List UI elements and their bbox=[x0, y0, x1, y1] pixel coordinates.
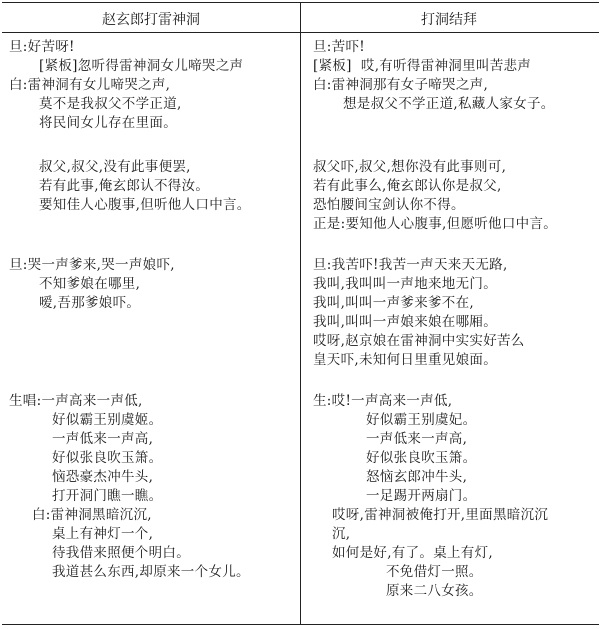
right-line: 正是:要知他人心腹事,但愿听他口中言。 bbox=[313, 216, 558, 232]
left-line: 打开洞门瞧一瞧。 bbox=[52, 488, 163, 504]
right-line: 不免借灯一照。 bbox=[386, 564, 483, 580]
right-line: 我叫,我叫叫一声地来地无门。 bbox=[313, 276, 497, 292]
left-line: 莫不是我叔父不学正道, bbox=[39, 96, 182, 112]
right-line: 原来二八女孩。 bbox=[386, 583, 483, 599]
left-line: 一声低来一声高, bbox=[52, 431, 154, 447]
column-divider bbox=[300, 3, 301, 624]
left-line: 旦:哭一声爹来,哭一声娘吓, bbox=[9, 257, 175, 273]
right-line: 如何是好,有了。桌上有灯, bbox=[332, 545, 493, 561]
comparison-table bbox=[2, 2, 599, 625]
right-line: 白:雷神洞那有女子啼哭之声, bbox=[313, 77, 489, 93]
right-line: 生:哎!一声高来一声低, bbox=[313, 393, 453, 409]
left-line: 将民间女儿存在里面。 bbox=[39, 115, 177, 131]
right-line: 若有此事么,俺玄郎认你是叔父, bbox=[313, 178, 502, 194]
header-left: 赵玄郎打雷神洞 bbox=[102, 12, 200, 28]
left-line: 桌上有神灯一个, bbox=[52, 526, 154, 542]
left-line: 生唱:一声高来一声低, bbox=[9, 393, 143, 409]
left-line: 恼恐豪杰冲牛头, bbox=[52, 469, 154, 485]
right-line: 旦:苦吓! bbox=[313, 39, 365, 55]
left-line: 要知佳人心腹事,但听他人口中言。 bbox=[39, 197, 251, 213]
right-line: 想是叔父不学正道,私藏人家女子。 bbox=[343, 96, 555, 112]
left-line: 我道甚么东西,却原来一个女儿。 bbox=[52, 564, 250, 580]
right-line: 旦:我苦吓!我苦一声天来天无路, bbox=[313, 257, 508, 273]
right-line: 一足踢开两扇门。 bbox=[366, 488, 477, 504]
right-line: 哎呀,赵京娘在雷神洞中实实好苦么 bbox=[313, 333, 525, 349]
left-line: [紧板]忽听得雷神洞女儿啼哭之声 bbox=[39, 58, 244, 74]
right-line: 怒恼玄郎冲牛头, bbox=[366, 469, 468, 485]
right-line: 沉, bbox=[332, 526, 351, 542]
header-right: 打洞结拜 bbox=[421, 12, 477, 28]
left-line: 白:雷神洞有女儿啼哭之声, bbox=[9, 77, 171, 93]
right-line: 好似霸王别虞妃。 bbox=[366, 412, 477, 428]
right-line: 哎呀,雷神洞被俺打开,里面黑暗沉沉 bbox=[332, 507, 549, 523]
left-line: 叔父,叔父,没有此事便罢, bbox=[39, 159, 191, 175]
left-line: 待我借来照便个明白。 bbox=[52, 545, 190, 561]
left-line: 好似霸王别虞姬。 bbox=[52, 412, 163, 428]
right-line: 我叫,叫叫一声爹来爹不在, bbox=[313, 295, 474, 311]
left-line: 白:雷神洞黑暗沉沉, bbox=[32, 507, 152, 523]
left-line: 好似张良吹玉箫。 bbox=[52, 450, 163, 466]
right-line: 皇天吓,未知何日里重见娘面。 bbox=[313, 352, 497, 368]
left-line: 若有此事,俺玄郎认不得汝。 bbox=[39, 178, 210, 194]
left-line: 嗳,吾那爹娘吓。 bbox=[39, 295, 141, 311]
right-line: 叔父吓,叔父,想你没有此事则可, bbox=[313, 159, 507, 175]
right-line: 恐怕腰间宝剑认你不得。 bbox=[313, 197, 465, 213]
left-line: 旦:好苦呀! bbox=[9, 39, 75, 55]
right-line: 我叫,叫叫一声娘来娘在哪厢。 bbox=[313, 314, 497, 330]
right-line: 好似张良吹玉箫。 bbox=[366, 450, 477, 466]
right-line: [紧板] 哎,有听得雷神洞里叫苦悲声 bbox=[313, 58, 532, 74]
right-line: 一声低来一声高, bbox=[366, 431, 468, 447]
left-line: 不知爹娘在哪里, bbox=[39, 276, 141, 292]
